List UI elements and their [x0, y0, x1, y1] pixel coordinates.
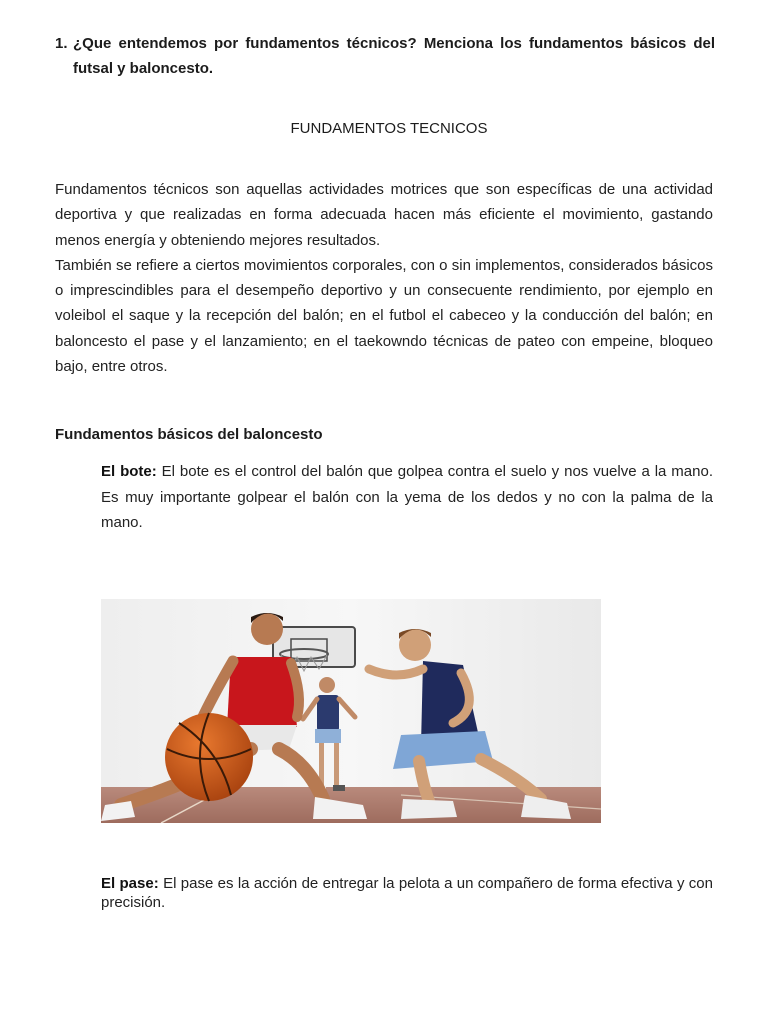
body-text	[55, 177, 713, 379]
item-pase	[101, 874, 713, 912]
item-bote	[101, 459, 713, 536]
pase-text: El pase es la acción de entregar la pelota a un compañero de forma efectiva y con precisión.	[101, 875, 713, 911]
paragraph-examples: También se refiere a ciertos movimientos corporales, con o sin implementos, considerados básicos o imprescindibles para el desempeño deportivo y un consecuente rendimiento, por ejemplo en voleibol el saque y la recepción del balón; en el futbol el cabeceo y la conducción del balón; en baloncesto el pase y el lanzamiento; en el taekowndo técnicas de pateo con empeine, bloqueo bajo, entre otros.	[55, 256, 713, 376]
paragraph-definition	[55, 177, 713, 253]
subheading-baloncesto: Fundamentos básicos del baloncesto	[55, 426, 323, 443]
question-heading	[55, 31, 715, 81]
definition-text: son aquellas actividades motrices que son específicas de una actividad deportiva y que realizadas en forma adecuada hacen más eficiente el movimiento, gastando menos energía y obteniendo mejores resultados.	[55, 181, 713, 249]
question-number: 1.	[55, 35, 68, 52]
term-fundamentos: Fundamentos técnicos	[55, 181, 209, 198]
bote-text: El bote es el control del balón que golpea contra el suelo y nos vuelve a la mano. Es muy importante golpear el balón con la yema de los dedos y no con la palma de la mano.	[101, 463, 713, 531]
pase-label: El pase:	[101, 875, 159, 892]
question-text: ¿Que entendemos por fundamentos técnicos? Menciona los fundamentos básicos del futsal y baloncesto.	[73, 35, 715, 77]
basketball-photo	[101, 599, 601, 823]
section-title: FUNDAMENTOS TECNICOS	[290, 120, 488, 137]
bote-label: El bote:	[101, 463, 157, 480]
